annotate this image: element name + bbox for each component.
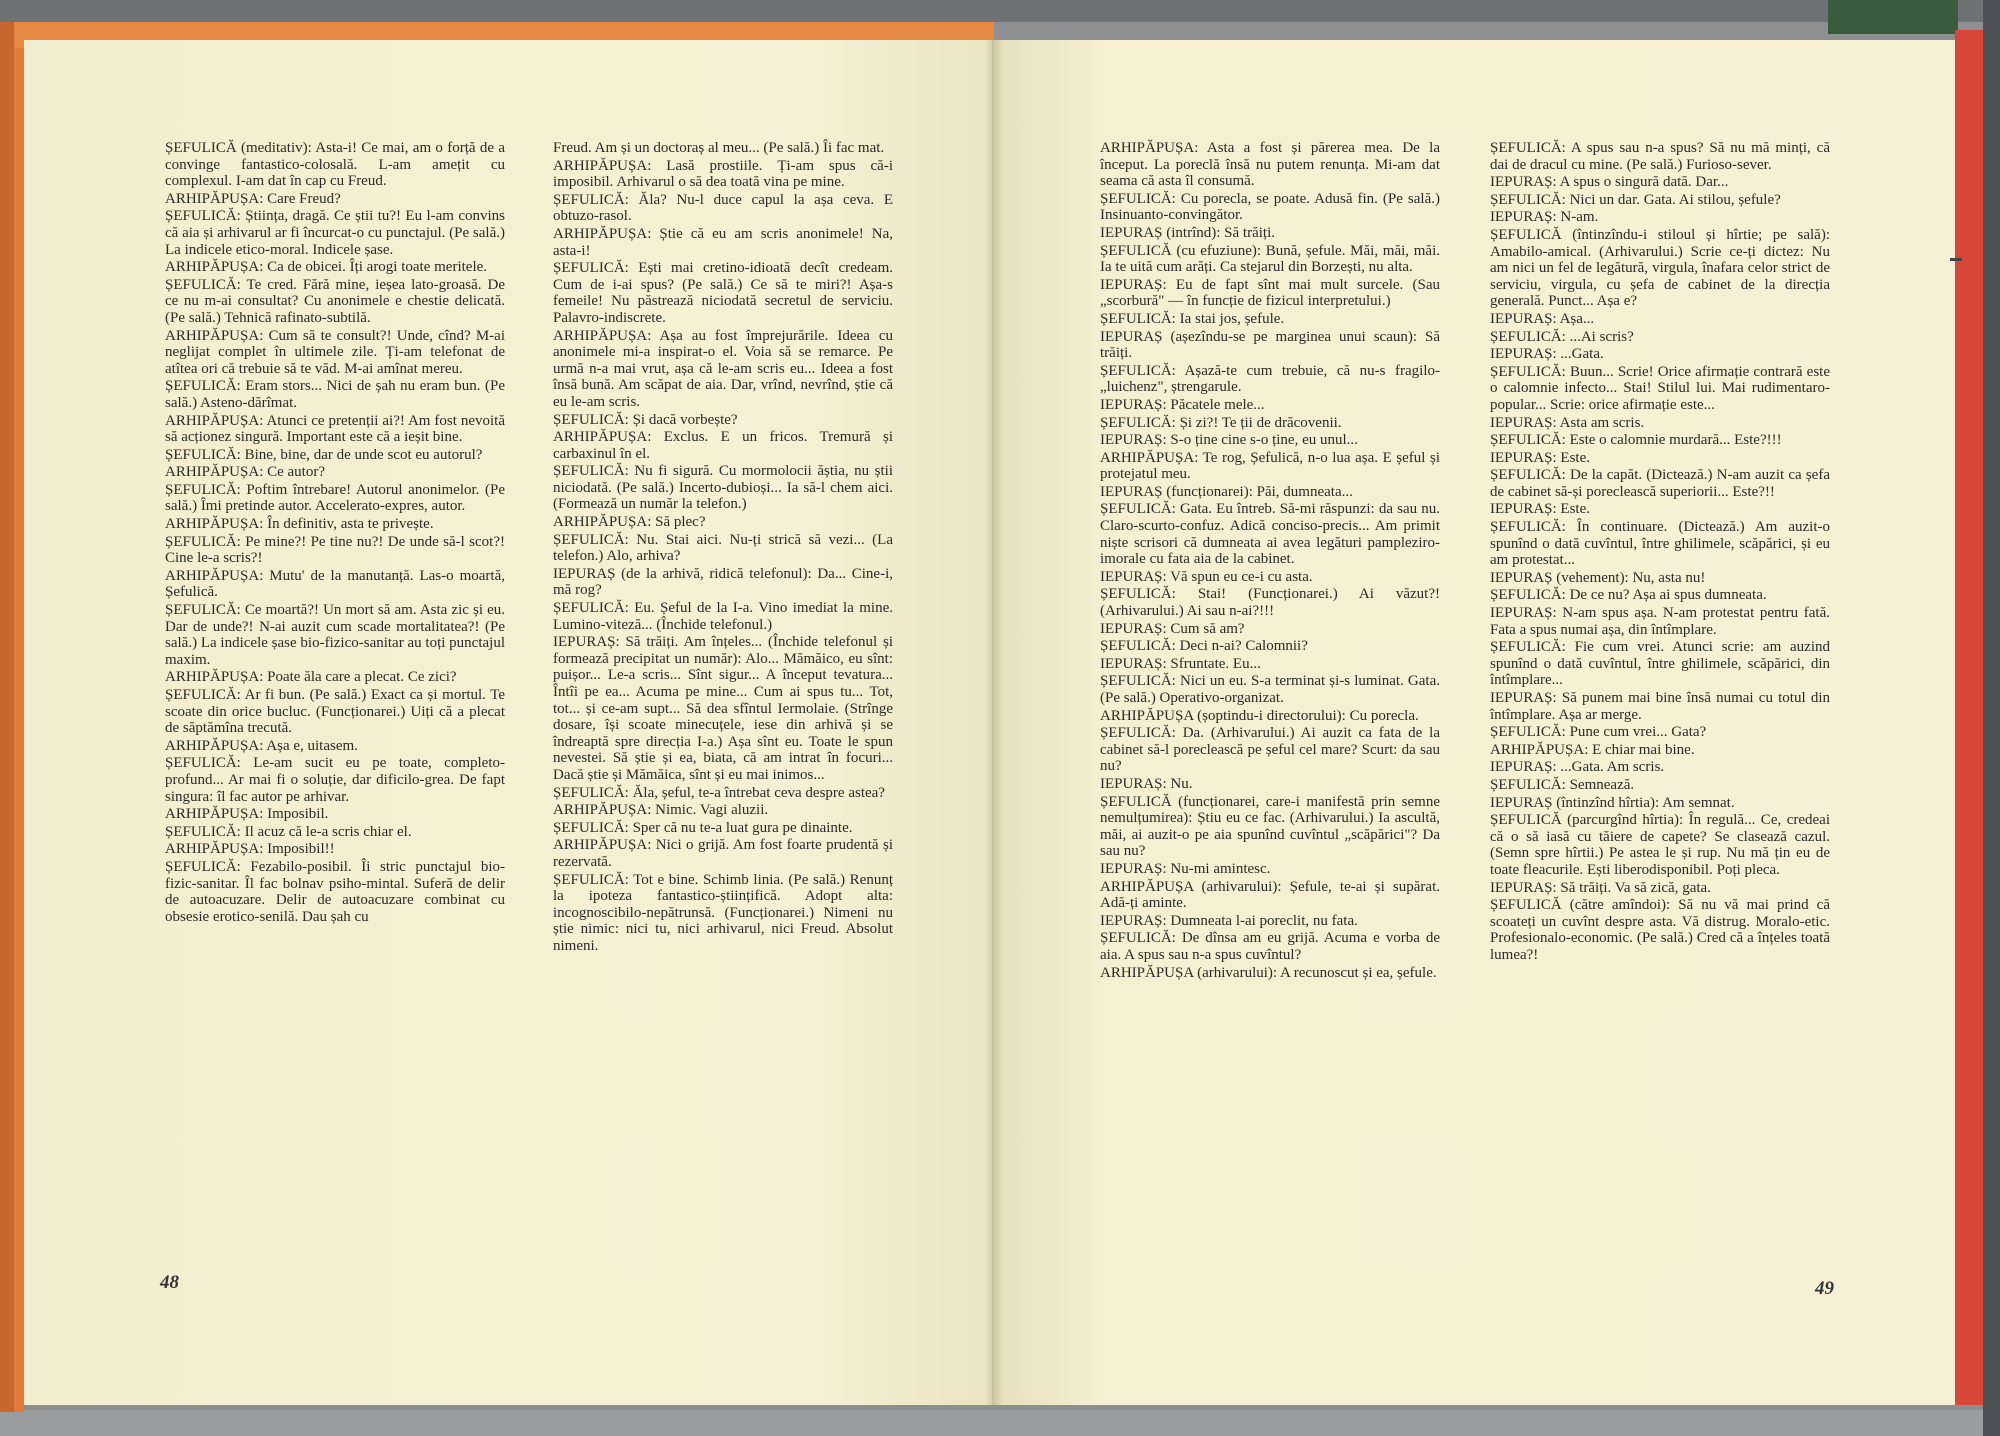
dialogue-line: ȘEFULICĂ: Bine, bine, dar de unde scot eu autorul? — [165, 446, 483, 463]
dialogue-line: ȘEFULICĂ: Eram stors... Nici de șah nu eram bun. (Pe sală.) Asteno-dărîmat. — [165, 378, 505, 411]
dialogue-line: ȘEFULICĂ: Poftim întrebare! Autorul anonimelor. (Pe sală.) Îmi pretinde autor. Accelerato-expres, autor. — [165, 481, 505, 515]
dialogue-line: ARHIPĂPUȘA: Lasă prostiile. Ți-am spus că-i imposibil. Arhivarul o să dea toată vina pe mine. — [553, 157, 893, 191]
dialogue-line: IEPURAȘ: Este. — [1490, 501, 1591, 518]
cover-edge-left-inner — [14, 22, 24, 1412]
dialogue-line: Freud. Am și un doctoraș al meu... (Pe sală.) Îi fac mat. — [553, 140, 885, 156]
dialogue-line: ȘEFULICĂ: Este o calomnie murdară... Este?!!! — [1490, 432, 1782, 449]
dialogue-line: ȘEFULICĂ: Deci n-ai? Calomnii? — [1100, 638, 1308, 655]
dialogue-line: ȘEFULICĂ: De dînsa am eu grijă. Acuma e vorba de aia. A spus sau n-a spus cuvîntul? — [1100, 930, 1440, 963]
dialogue-line: IEPURAȘ: N-am. — [1490, 209, 1599, 226]
dialogue-line: IEPURAȘ (de la arhivă, ridică telefonul): Da... Cine-i, mă rog? — [553, 565, 893, 599]
dialogue-line: IEPURAȘ (funcționarei): Păi, dumneata... — [1100, 483, 1353, 500]
dialogue-line: ARHIPĂPUȘA: Imposibil. — [165, 806, 329, 823]
cover-corner-green — [1828, 0, 1958, 34]
dialogue-line: ȘEFULICĂ (întinzîndu-i stiloul și hîrtie; pe sală): Amabilo-amical. (Arhivarului.) Scrie ce-ți dictez: Nu am nici un fel de legătură, virgula, înafara celor strict de serviciu, virgula, cu șefa de cabinet de la direcția generală. Punct... Așa e? — [1490, 226, 1830, 310]
dialogue-line: ARHIPĂPUȘA: Așa e, uitasem. — [165, 737, 358, 754]
dialogue-line: IEPURAȘ: S-o ține cine s-o ține, eu unul... — [1100, 432, 1358, 449]
dialogue-line: ȘEFULICĂ (către amîndoi): Să nu vă mai prind că scoateți un cuvînt despre asta. Vă distrug. Moralo-etic. Profesionalo-economic. (Pe sală.) Cred că a înțeles toată lumea?! — [1490, 897, 1830, 963]
dialogue-line: ȘEFULICĂ: Il acuz că le-a scris chiar el. — [165, 823, 412, 840]
dialogue-line: ȘEFULICĂ: Le-am sucit eu pe toate, completo-profund... Ar mai fi o soluție, dar dificilo-grea. De fapt singura: îl fac autor pe arhivar. — [165, 755, 505, 805]
dialogue-line: ARHIPĂPUȘA (arhivarului): Șefule, te-ai și supărat. Adă-ți aminte. — [1100, 878, 1440, 912]
dialogue-line: ȘEFULICĂ: Ești mai cretino-idioată decît credeam. Cum de i-ai spus? (Pe sală.) Ce să te miri?! Așa-s femeile! Nu păstrează niciodată secretul de serviciu. Palavro-indiscrete. — [553, 260, 893, 326]
dialogue-line: ARHIPĂPUȘA: Poate ăla care a plecat. Ce zici? — [165, 669, 457, 686]
background-right — [1983, 0, 2000, 1436]
dialogue-line: IEPURAȘ: Să trăiți. Va să zică, gata. — [1490, 879, 1711, 896]
dialogue-line: ȘEFULICĂ: A spus sau n-a spus? Să nu mă minți, că dai de dracul cu mine. (Pe sală.) Furioso-sever. — [1490, 140, 1830, 173]
dialogue-line: ȘEFULICĂ: Stai! (Funcționarei.) Ai văzut?! (Arhivarului.) Ai sau n-ai?!!! — [1100, 586, 1440, 620]
dialogue-line: IEPURAȘ: Sfruntate. Eu... — [1100, 655, 1261, 672]
dialogue-line: ȘEFULICĂ: Pe mine?! Pe tine nu?! De unde să-l scot?! Cine le-a scris?! — [165, 533, 505, 567]
dialogue-line: ȘEFULICĂ: Da. (Arhivarului.) Ai auzit ca fata de la cabinet să-l poreclească pe șeful cel mare? Scurt: da sau nu? — [1100, 725, 1440, 775]
dialogue-line: ARHIPĂPUȘA: Știe că eu am scris anonimele! Na, asta-i! — [553, 225, 893, 259]
page-number-right: 49 — [1815, 1278, 1834, 1299]
dialogue-line: ARHIPĂPUȘA: În definitiv, asta te privește. — [165, 516, 434, 533]
dialogue-line: ȘEFULICĂ: Așază-te cum trebuie, că nu-s fragilo-„luichenz", ștrengarule. — [1100, 362, 1440, 396]
dialogue-line: ȘEFULICĂ: Cu porecla, se poate. Adusă fin. (Pe sală.) Insinuanto-convingător. — [1100, 190, 1440, 224]
dialogue-line: IEPURAȘ: Eu de fapt sînt mai mult surcele. (Sau „scorbură" — în funcție de fizicul interpretului.) — [1100, 276, 1440, 310]
dialogue-line: ȘEFULICĂ: Tot e bine. Schimb linia. (Pe sală.) Renunț la ipoteza fantastico-științifică. Adopt alta: incognoscibilo-nepătrunsă. (Funcționarei.) Nimeni nu știe nimic: nici tu, nici arhivarul, nici Freud. Absolut nimeni. — [553, 871, 893, 954]
dialogue-line: ARHIPĂPUȘA: Cum să te consult?! Unde, cînd? M-ai neglijat complet în ultimele zile. Ți-am telefonat de atîtea ori că trebuie să te văd. M-ai amînat mereu. — [165, 327, 505, 377]
dialogue-line: ȘEFULICĂ: Buun... Scrie! Orice afirmație contrară este o calomnie infecto... Stai! Stilul lui. Mai rudimentaro-popular... Scrie: orice afirmație este... — [1490, 363, 1830, 413]
dialogue-line: ARHIPĂPUȘA (arhivarului): A recunoscut și ea, șefule. — [1100, 964, 1437, 981]
dialogue-line: ȘEFULICĂ: Și zi?! Te ții de drăcovenii. — [1100, 414, 1342, 431]
dialogue-line: ȘEFULICĂ: Ăla, șeful, te-a întrebat ceva despre astea? — [553, 784, 885, 801]
dialogue-line: IEPURAȘ (vehement): Nu, asta nu! — [1490, 569, 1706, 586]
dialogue-line: IEPURAȘ: A spus o singură dată. Dar... — [1490, 174, 1729, 191]
dialogue-line: ȘEFULICĂ: Și dacă vorbește? — [553, 411, 738, 428]
dialogue-line: ȘEFULICĂ: Gata. Eu întreb. Să-mi răspunzi: da sau nu. Claro-scurto-confuz. Adică conciso-precis... Am primit niște scrisori că dumneata ai avea legături pampleziro-imorale cu fata aia de la cabinet. — [1100, 501, 1440, 568]
cover-edge-right — [1955, 30, 1983, 1405]
dialogue-line: ȘEFULICĂ: Fezabilo-posibil. Îi stric punctajul bio-fizic-sanitar. Îl fac bolnav psiho-mintal. Suferă de delir de autoacuzare. Delir de autoacuzare combinat cu obsesie erotico-senilă. Dau șah cu — [165, 858, 505, 925]
dialogue-line: ȘEFULICĂ: De la capăt. (Dictează.) N-am auzit ca șefa de cabinet să-și poreclească superiorii... Este?!! — [1490, 467, 1830, 500]
dialogue-line: ARHIPĂPUȘA: Te rog, Șefulică, n-o lua așa. E șeful și protejatul meu. — [1100, 449, 1440, 483]
dialogue-line: IEPURAȘ: N-am spus așa. N-am protestat pentru fată. Fata a spus numai așa, din întîmplare. — [1490, 605, 1830, 638]
book-gutter — [985, 40, 1003, 1405]
dialogue-line: ȘEFULICĂ: Nici un eu. S-a terminat și-s luminat. Gata. (Pe sală.) Operativo-organizat. — [1100, 673, 1440, 706]
dialogue-line: ARHIPĂPUȘA: Nici o grijă. Am fost foarte prudentă și rezervată. — [553, 837, 893, 870]
dialogue-line: ȘEFULICĂ: Nu. Stai aici. Nu-ți strică să vezi... (La telefon.) Alo, arhiva? — [553, 531, 893, 565]
dialogue-line: IEPURAȘ: Vă spun eu ce-i cu asta. — [1100, 568, 1313, 585]
dialogue-line: IEPURAȘ: Așa... — [1490, 310, 1595, 327]
dialogue-line: ȘEFULICĂ: Nici un dar. Gata. Ai stilou, șefule? — [1490, 191, 1781, 208]
dialogue-line: ARHIPĂPUȘA: Imposibil!! — [165, 841, 335, 858]
dialogue-line: ȘEFULICĂ: Ar fi bun. (Pe sală.) Exact ca și mortul. Te scoate din orice bucluc. (Funcționarei.) Uiți că a plecat de săptămîna trecută. — [165, 687, 505, 737]
dialogue-line: IEPURAȘ: Asta am scris. — [1490, 414, 1645, 431]
dialogue-line: ARHIPĂPUȘA: Exclus. E un fricos. Tremură și carbaxinul în el. — [553, 429, 893, 462]
dialogue-line: ARHIPĂPUȘA: Ca de obicei. Îți arogi toate meritele. — [165, 259, 488, 276]
dialogue-line: ȘEFULICĂ: Eu. Șeful de la I-a. Vino imediat la mine. Lumino-viteză... (Închide telefonul.) — [553, 600, 893, 633]
text-column-1 — [165, 140, 505, 926]
text-column-4 — [1490, 140, 1830, 965]
dialogue-line: ARHIPĂPUȘA: Atunci ce pretenții ai?! Am fost nevoită să acționez singură. Important este că a ieșit bine. — [165, 412, 505, 446]
dialogue-line: ȘEFULICĂ: Ia stai jos, șefule. — [1100, 310, 1285, 327]
dialogue-line: ȘEFULICĂ: Ăla? Nu-l duce capul la așa ceva. E obtuzo-rasol. — [553, 191, 893, 225]
dialogue-line: ARHIPĂPUȘA (șoptindu-i directorului): Cu porecla. — [1100, 707, 1419, 724]
text-column-3 — [1100, 140, 1440, 982]
background-bottom — [0, 1410, 2000, 1436]
dialogue-line: ȘEFULICĂ (cu efuziune): Bună, șefule. Măi, măi, măi. Ia te uită cum arăți. Ca stejarul din Borzești, nu alta. — [1100, 242, 1440, 276]
dialogue-line: IEPURAȘ: Este. — [1490, 449, 1591, 466]
dialogue-line: ȘEFULICĂ: Fie cum vrei. Atunci scrie: am auzind spunînd o dată cuvîntul, între ghilimele, scăpărici, din întîmplare... — [1490, 639, 1830, 689]
dialogue-line: IEPURAȘ: ...Gata. Am scris. — [1490, 759, 1665, 776]
dialogue-line: ARHIPĂPUȘA: Ce autor? — [165, 464, 325, 481]
dialogue-line: ȘEFULICĂ: Nu fi sigură. Cu mormolocii ăștia, nu știi niciodată. (Pe sală.) Incerto-dubioși... Ia să-l chem aici. (Formează un număr la telefon.) — [553, 463, 893, 513]
dialogue-line: ȘEFULICĂ: În continuare. (Dictează.) Am auzit-o spunînd o dată cuvîntul, între ghilimele, scăpărici, și eu am protestat... — [1490, 519, 1830, 569]
dialogue-line: IEPURAȘ: Să punem mai bine însă numai cu totul din întîmplare. Așa ar merge. — [1490, 690, 1830, 723]
dialogue-line: ȘEFULICĂ (parcurgînd hîrtia): În regulă... Ce, credeai că o să iasă cu tăiere de capete? Se clasează cazul. (Semn spre hîrtii.) Pe astea le și rup. Nu mă țin eu de toate fleacurile. Ești liberodisponibil. Poți pleca. — [1490, 812, 1830, 878]
dialogue-line: ARHIPĂPUȘA: Să plec? — [553, 514, 706, 531]
dialogue-line: ARHIPĂPUȘA: E chiar mai bine. — [1490, 741, 1695, 758]
dialogue-line: ȘEFULICĂ: Semnează. — [1490, 776, 1635, 793]
dialogue-line: IEPURAȘ (intrînd): Să trăiți. — [1100, 224, 1275, 241]
dialogue-line: IEPURAȘ: Să trăiți. Am înțeles... (Închide telefonul și formează precipitat un număr): Alo... Mămăico, eu sînt: puișor... Le-a scris... Sînt sigur... A început tevatura... Întîi pe ea... Acuma pe mine... Cum ai spus tu... Tot, tot... și ce-am supt... Să dea sfîntul Iermolaie. (Strînge dosare, își scoate minecuțele, iese din arhivă și se îndreaptă spre direcția I-a.) Așa sînt eu. Toate le spun nevestei. Să știe și ea, biata, că am intrat în focuri... Dacă știe și Mămăica, sînt și eu mai inimos... — [553, 634, 893, 783]
dialogue-line: IEPURAȘ: ...Gata. — [1490, 346, 1604, 363]
dialogue-line: IEPURAȘ: Dumneata l-ai poreclit, nu fata. — [1100, 912, 1358, 929]
dialogue-line: ȘEFULICĂ: ...Ai scris? — [1490, 328, 1634, 345]
dialogue-line: IEPURAȘ: Cum să am? — [1100, 620, 1245, 637]
dialogue-line: ȘEFULICĂ: Pune cum vrei... Gata? — [1490, 724, 1707, 741]
dialogue-line: ARHIPĂPUȘA: Care Freud? — [165, 190, 341, 207]
dialogue-line: ȘEFULICĂ: Sper că nu te-a luat gura pe dinainte. — [553, 819, 853, 836]
dialogue-line: ARHIPĂPUȘA: Așa au fost împrejurările. Ideea cu anonimele mi-a inspirat-o el. Voia să se remarce. Pe urmă n-a mai vrut, așa că le-am scris eu... Ideea a fost însă bună. Am scăpat de aia. Dar, vrînd, nevrînd, știe că eu le-am scris. — [553, 327, 893, 410]
dialogue-line: ȘEFULICĂ (funcționarei, care-i manifestă prin semne nemulțumirea): Știu eu ce fac. (Arhivarului.) Ia ascultă, măi, ai auzit-o pe aia spunînd cuvîntul „scăpărici"? Da sau nu? — [1100, 793, 1440, 860]
dialogue-line: ȘEFULICĂ (meditativ): Asta-i! Ce mai, am o forță de a convinge fantastico-colosală. L-am amețit cu complexul. I-am dat în cap cu Freud. — [165, 140, 505, 190]
dialogue-line: ȘEFULICĂ: De ce nu? Așa ai spus dumneata. — [1490, 587, 1767, 604]
margin-mark — [1950, 258, 1962, 261]
page-number-left: 48 — [160, 1272, 179, 1293]
dialogue-line: ȘEFULICĂ: Știința, dragă. Ce știi tu?! Eu l-am convins că aia și arhivarul ar fi încurcat-o cu punctajul. (Pe sală.) La indicele etico-moral. Indicele șase. — [165, 208, 505, 258]
dialogue-line: ARHIPĂPUȘA: Nimic. Vagi aluzii. — [553, 802, 769, 819]
dialogue-line: IEPURAȘ (întinzînd hîrtia): Am semnat. — [1490, 794, 1735, 811]
dialogue-line: ȘEFULICĂ: Te cred. Fără mine, ieșea lato-groasă. De ce nu m-ai consultat? Cu anonimele e chestie delicată. (Pe sală.) Tehnică rafinato-subtilă. — [165, 276, 505, 326]
dialogue-line: ȘEFULICĂ: Ce moartă?! Un mort să am. Asta zic și eu. Dar de unde?! N-ai auzit cum scade mortalitatea?! (Pe sală.) La indicele șase bio-fizico-sanitar au toți punctajul maxim. — [165, 602, 505, 668]
dialogue-line: IEPURAȘ: Păcatele mele... — [1100, 396, 1265, 413]
dialogue-line: IEPURAȘ: Nu. — [1100, 775, 1193, 792]
dialogue-line: IEPURAȘ: Nu-mi amintesc. — [1100, 860, 1271, 877]
text-column-2 — [553, 140, 893, 956]
dialogue-line: ARHIPĂPUȘA: Mutu' de la manutanță. Las-o moartă, Șefulică. — [165, 567, 505, 601]
dialogue-line: IEPURAȘ (așezîndu-se pe marginea unui scaun): Să trăiți. — [1100, 328, 1440, 362]
dialogue-line: ARHIPĂPUȘA: Asta a fost și părerea mea. De la început. La poreclă însă nu putem renunța. Mi-am dat seama că asta îl consumă. — [1100, 140, 1440, 190]
background-top — [0, 0, 2000, 22]
cover-edge-left — [0, 22, 14, 1412]
